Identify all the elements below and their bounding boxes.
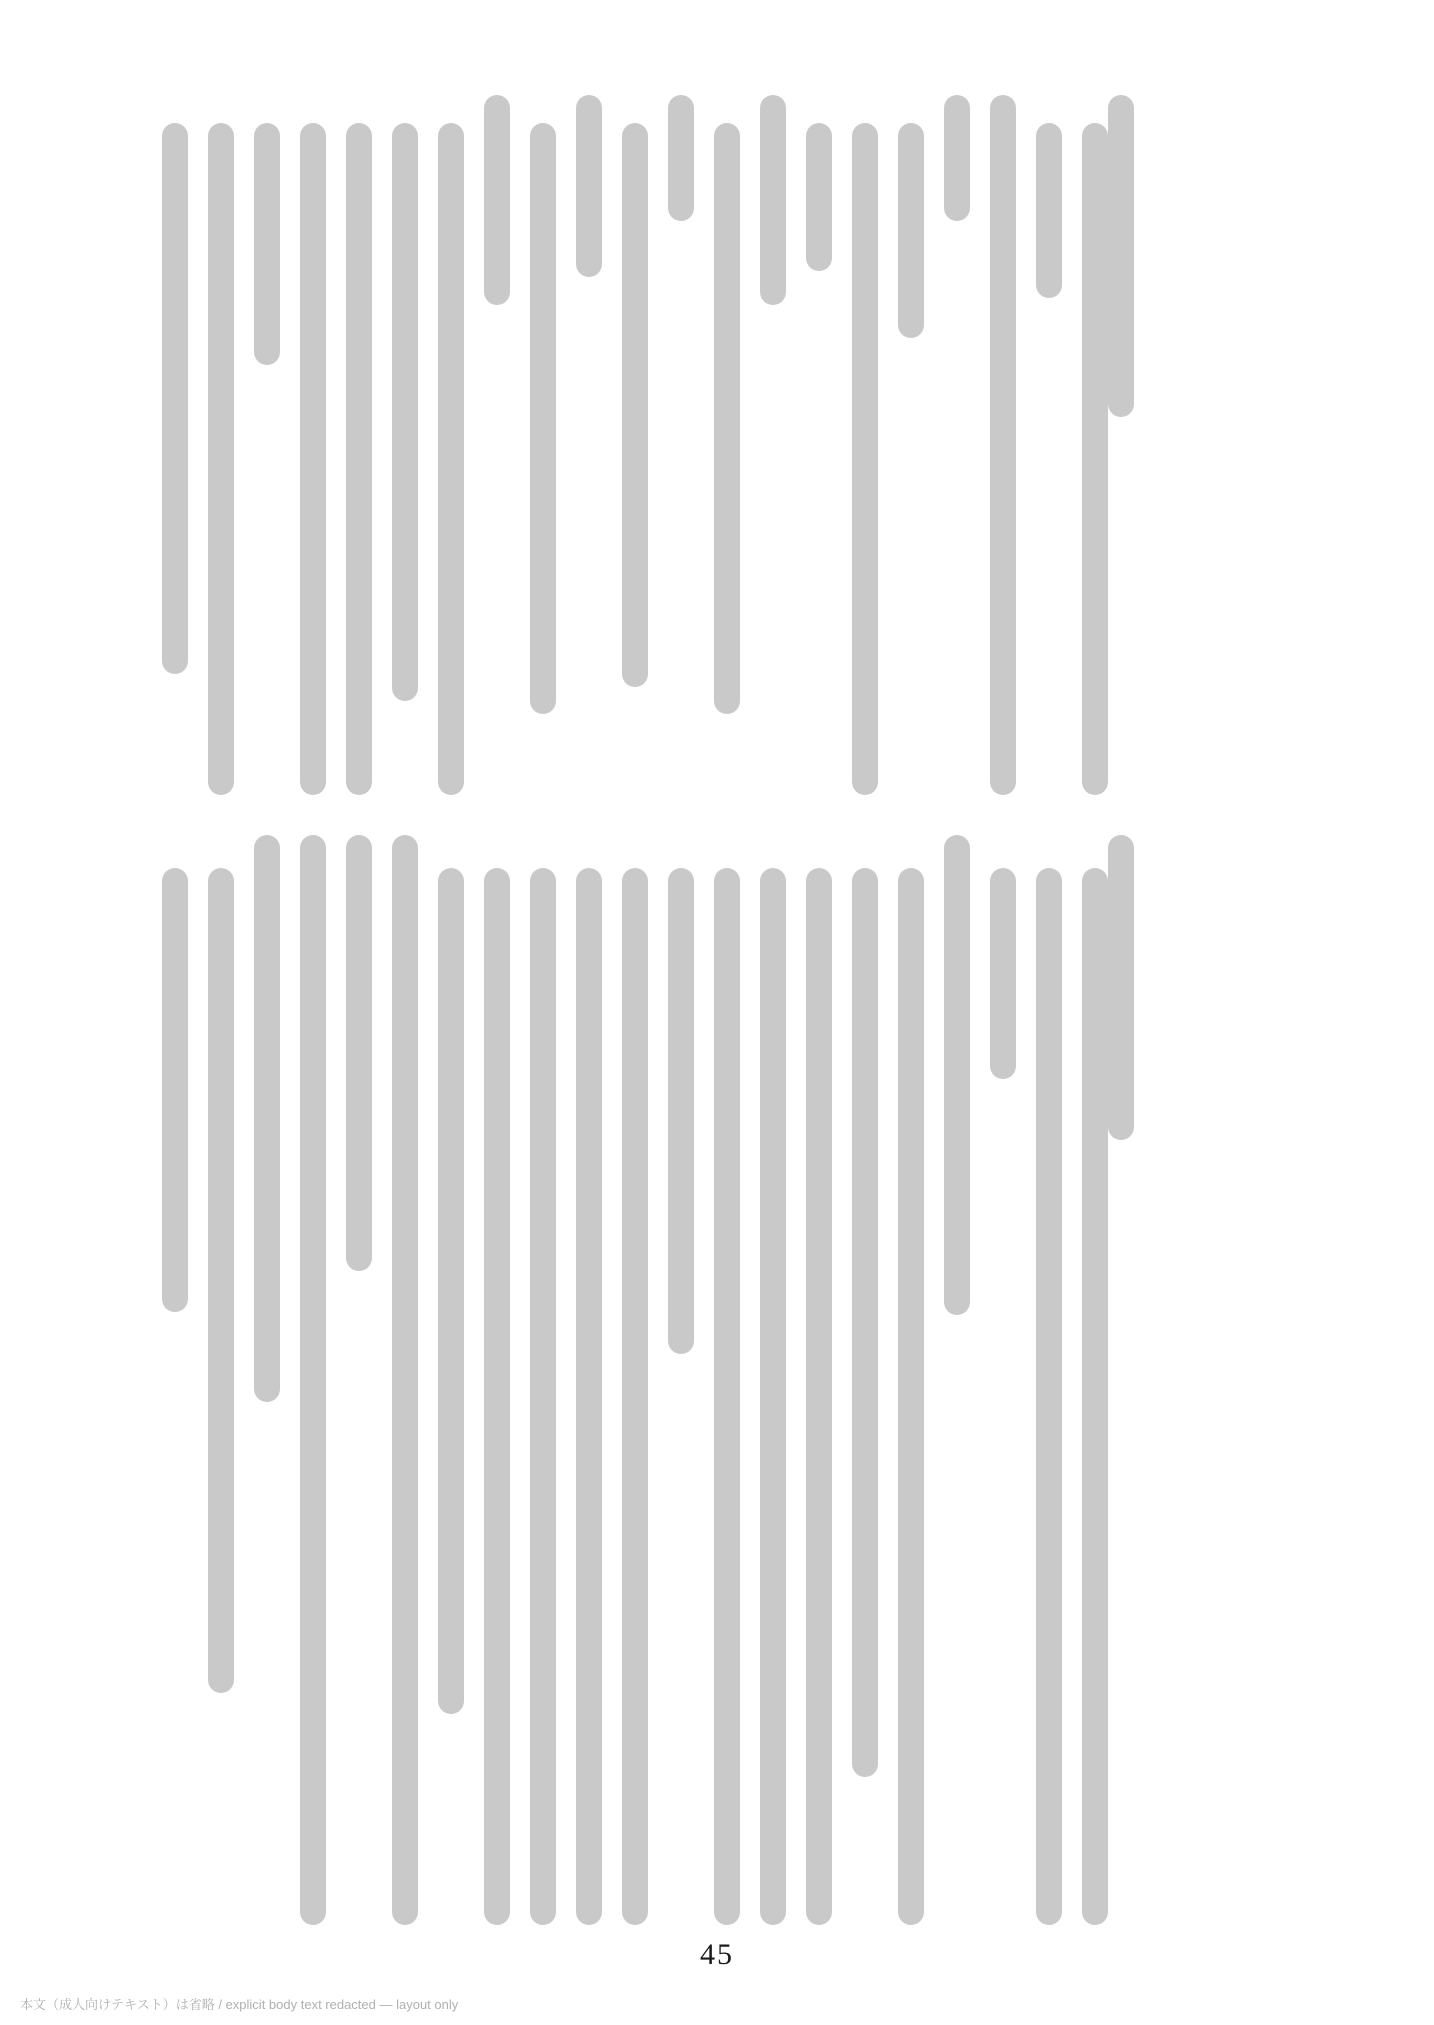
redacted-text-column	[208, 123, 234, 795]
redacted-text-column	[300, 835, 326, 1925]
redacted-text-column	[806, 868, 832, 1925]
redacted-text-column	[484, 868, 510, 1925]
redacted-text-column	[898, 123, 924, 338]
redacted-text-column	[392, 835, 418, 1925]
redacted-text-column	[898, 868, 924, 1925]
redacted-text-column	[254, 123, 280, 365]
redacted-text-column	[990, 95, 1016, 795]
redacted-text-column	[530, 123, 556, 714]
redacted-text-column	[162, 868, 188, 1312]
redacted-text-column	[1108, 95, 1134, 417]
redacted-text-column	[990, 868, 1016, 1079]
redacted-text-column	[852, 123, 878, 795]
redacted-text-column	[300, 123, 326, 795]
redacted-text-column	[760, 868, 786, 1925]
redacted-text-column	[484, 95, 510, 305]
redacted-text-column	[346, 123, 372, 795]
redacted-text-column	[944, 95, 970, 221]
redacted-text-column	[760, 95, 786, 305]
redacted-text-column	[622, 123, 648, 687]
redacted-text-column	[346, 835, 372, 1271]
redacted-text-column	[944, 835, 970, 1315]
page-number: 45	[700, 1938, 734, 1971]
redacted-text-column	[714, 123, 740, 714]
redacted-text-column	[668, 868, 694, 1354]
text-block-bottom	[112, 835, 1134, 1925]
redacted-text-column	[1082, 123, 1108, 795]
redacted-text-column	[668, 95, 694, 221]
redacted-text-column	[162, 123, 188, 674]
redacted-text-column	[530, 868, 556, 1925]
redacted-text-column	[852, 868, 878, 1777]
redacted-text-column	[622, 868, 648, 1925]
redacted-text-column	[438, 868, 464, 1714]
text-block-top	[112, 95, 1134, 795]
redacted-text-column	[576, 95, 602, 277]
redacted-text-column	[208, 868, 234, 1693]
redacted-text-column	[254, 835, 280, 1402]
redacted-text-column	[392, 123, 418, 701]
redacted-text-column	[1082, 868, 1108, 1925]
redacted-text-column	[714, 868, 740, 1925]
redaction-note: 本文（成人向けテキスト）は省略 / explicit body text redacted — layout only	[20, 1997, 459, 2012]
redacted-text-column	[576, 868, 602, 1925]
redacted-text-column	[438, 123, 464, 795]
redacted-text-column	[806, 123, 832, 271]
redacted-text-column	[1036, 868, 1062, 1925]
redacted-text-column	[1108, 835, 1134, 1140]
redacted-text-column	[1036, 123, 1062, 298]
